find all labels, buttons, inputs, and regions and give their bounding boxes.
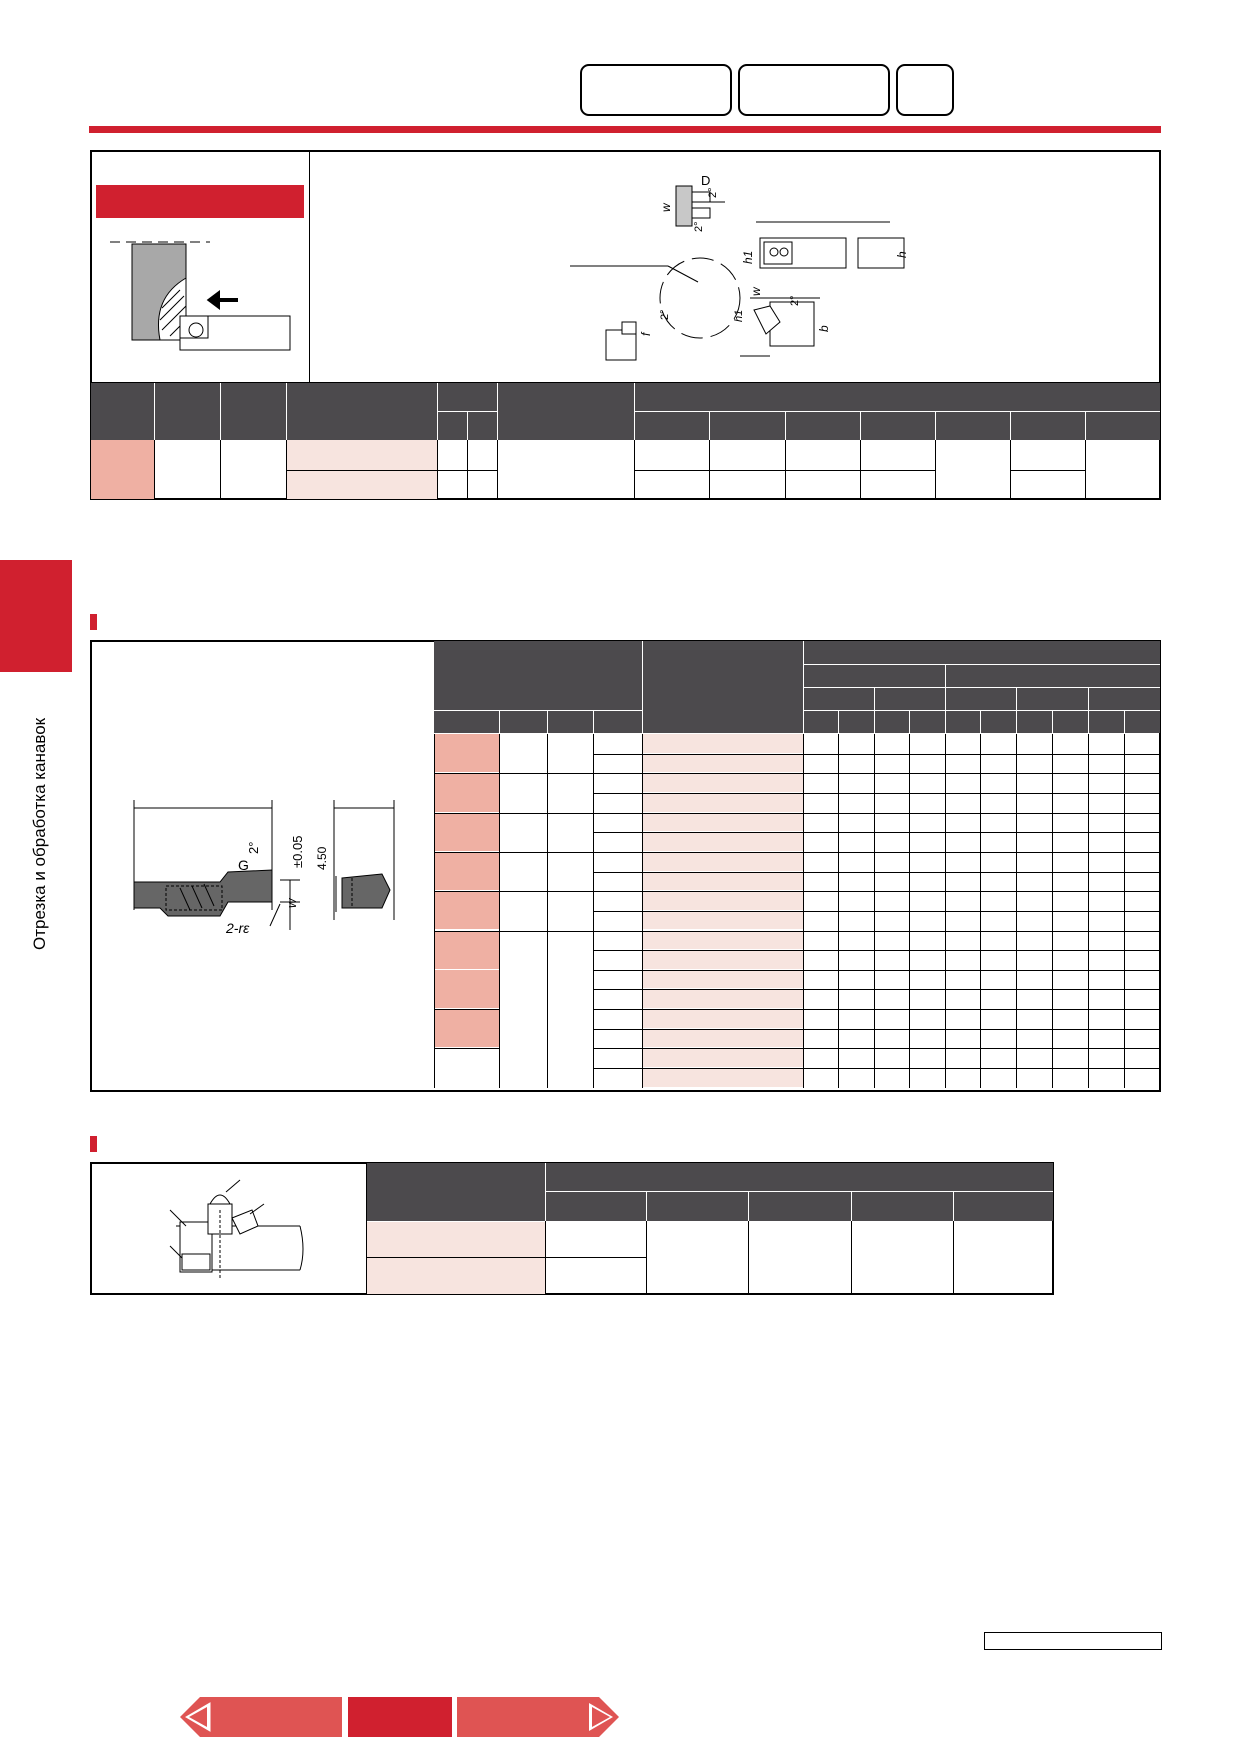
toolholder-drawing [570, 172, 920, 364]
header-pill-3[interactable] [896, 64, 954, 116]
insert-group-marker [435, 734, 499, 772]
svg-text:G: G [238, 857, 249, 873]
toolholder-row-1-code [287, 440, 437, 470]
svg-text:w: w [284, 898, 299, 908]
insert-grid-hline [593, 832, 1160, 833]
insert-group-marker [435, 891, 499, 929]
insert-grid-hline [593, 989, 1160, 990]
svg-text:±0.05: ±0.05 [290, 835, 305, 868]
insert-code-cell [643, 989, 803, 1008]
arrow-left-icon [180, 1697, 216, 1737]
nav-home-button[interactable] [348, 1697, 452, 1737]
svg-text:w: w [749, 287, 763, 296]
svg-text:2-rε: 2-rε [226, 920, 250, 936]
insert-code-cell [643, 1048, 803, 1067]
insert-group-marker [435, 931, 499, 969]
insert-grid-hline [593, 872, 1160, 873]
insert-code-cell [643, 734, 803, 753]
footer-page-box [984, 1632, 1162, 1650]
svg-text:2°: 2° [246, 841, 261, 854]
insert-group-marker [435, 970, 499, 1008]
insert-code-cell [643, 832, 803, 851]
inserts-section-marker [90, 614, 97, 630]
label-D: D [701, 173, 711, 188]
insert-grid-hline [434, 773, 1160, 774]
insert-grid-hline [593, 793, 1160, 794]
toolholder-row-marker [91, 440, 154, 499]
insert-group-marker [435, 852, 499, 890]
toolholder-divider [309, 150, 310, 382]
svg-text:h1: h1 [733, 309, 745, 322]
insert-grid-hline [593, 1029, 1160, 1030]
insert-grid-hline [593, 1068, 1160, 1069]
insert-grid-hline [593, 970, 1160, 971]
insert-code-cell [643, 931, 803, 950]
header-pill-2[interactable] [738, 64, 890, 116]
insert-grid-vline [434, 734, 435, 1088]
insert-grid-hline [593, 1048, 1160, 1049]
insert-grid-hline [434, 1009, 499, 1010]
svg-text:w: w [659, 203, 673, 212]
svg-text:2°: 2° [707, 187, 719, 198]
insert-code-cell [643, 872, 803, 891]
spare-parts-row-1-code [367, 1222, 545, 1257]
toolholder-row-2-code [287, 471, 437, 499]
insert-code-cell [643, 852, 803, 871]
side-chapter-label: Отрезка и обработка канавок [30, 717, 49, 950]
insert-group-marker [435, 773, 499, 811]
header-pill-1[interactable] [580, 64, 732, 116]
insert-code-cell [643, 1029, 803, 1048]
arrow-right-icon [583, 1697, 619, 1737]
insert-code-cell [643, 891, 803, 910]
insert-code-cell [643, 773, 803, 792]
insert-code-cell [643, 950, 803, 969]
application-red-label [96, 185, 304, 218]
insert-grid-hline [593, 911, 1160, 912]
svg-text:2°: 2° [693, 221, 705, 232]
insert-code-cell [643, 754, 803, 773]
insert-grid-hline [593, 950, 1160, 951]
insert-grid-vline [547, 734, 548, 1088]
insert-group-marker [435, 1009, 499, 1047]
insert-grid-hline [434, 931, 1160, 932]
svg-text:h: h [895, 251, 909, 258]
insert-code-cell [643, 1068, 803, 1087]
insert-grid-hline [434, 891, 1160, 892]
spare-parts-section-marker [90, 1136, 97, 1152]
side-chapter-tab [0, 560, 72, 672]
insert-code-cell [643, 911, 803, 930]
insert-grid-hline [434, 813, 1160, 814]
spare-parts-row-2-code [367, 1258, 545, 1294]
svg-text:f: f [639, 332, 653, 336]
svg-text:h1: h1 [741, 250, 755, 264]
spare-parts-illustration [160, 1170, 310, 1290]
insert-code-cell [643, 813, 803, 832]
insert-code-cell [643, 793, 803, 812]
svg-text:b: b [817, 325, 831, 332]
insert-grid-hline [593, 754, 1160, 755]
svg-text:2°: 2° [659, 309, 671, 320]
spare-parts-header [367, 1163, 1053, 1221]
header-red-rule [89, 126, 1161, 133]
insert-grid-hline [593, 1009, 1160, 1010]
insert-code-cell [643, 1009, 803, 1028]
insert-grid-hline [434, 1048, 499, 1049]
application-illustration [100, 238, 300, 373]
insert-grid-hline [434, 852, 1160, 853]
svg-text:2°: 2° [789, 295, 801, 306]
insert-grid-vline [499, 734, 500, 1088]
insert-group-marker [435, 813, 499, 851]
feed-direction-arrow-icon [210, 294, 238, 306]
insert-drawing [120, 790, 420, 960]
svg-text:4.50: 4.50 [315, 846, 329, 870]
insert-code-cell [643, 970, 803, 989]
